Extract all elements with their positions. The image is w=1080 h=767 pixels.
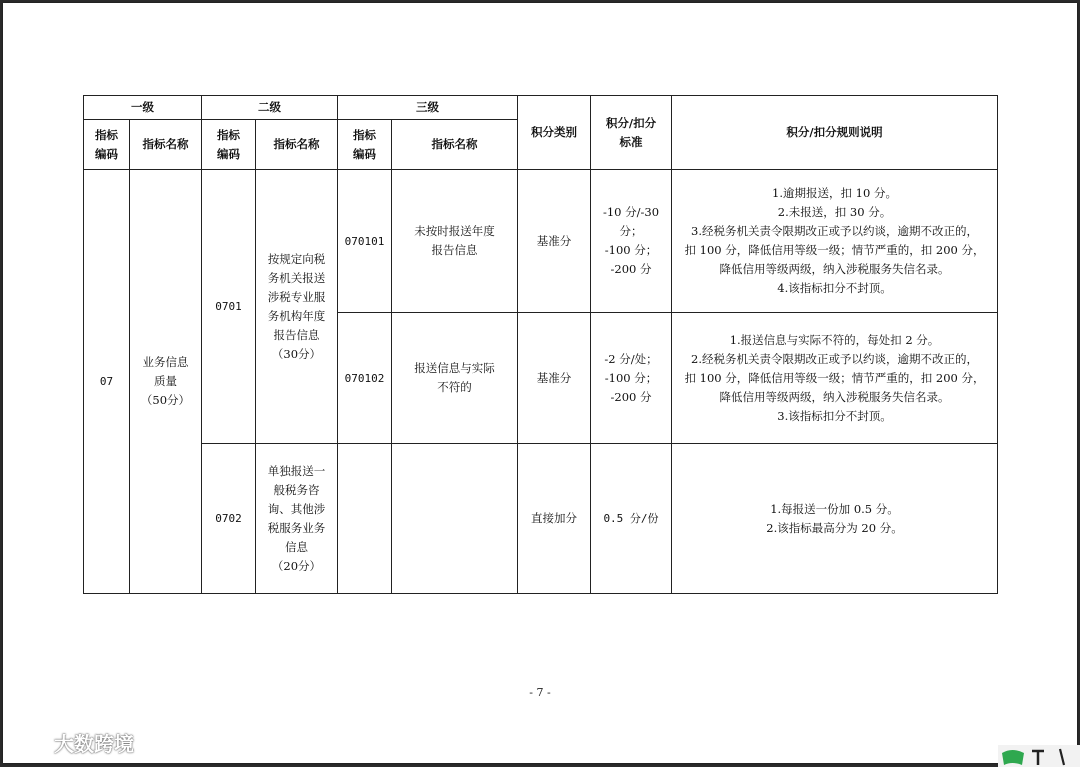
document-page	[3, 3, 1077, 763]
score-standard: 0.5 分/份	[591, 444, 672, 594]
header-l1-code: 指标 编码	[84, 120, 130, 170]
header-level2: 二级	[202, 96, 338, 120]
l2-code: 0702	[202, 444, 256, 594]
score-type: 基准分	[518, 170, 591, 313]
header-l2-code: 指标 编码	[202, 120, 256, 170]
l3-name: 未按时报送年度 报告信息	[392, 170, 518, 313]
l2-name: 按规定向税 务机关报送 涉税专业服 务机构年度 报告信息 （30分）	[256, 170, 338, 444]
header-l1-name: 指标名称	[130, 120, 202, 170]
page-number: - 7 -	[529, 686, 551, 699]
table-row	[84, 444, 998, 594]
l3-code: 070101	[338, 170, 392, 313]
logo-icon	[10, 730, 48, 756]
corner-decoration	[998, 745, 1080, 767]
l3-name: 报送信息与实际 不符的	[392, 313, 518, 444]
rules-text: 1.报送信息与实际不符的，每处扣 2 分。 2.经税务机关责令限期改正或予以约谈，逾期不改正的， 扣 100 分，降低信用等级一级；情节严重的，扣 200 分， 降低信用等级两级，纳入涉税服务失信名录。 3.该指标扣分不封顶。	[672, 313, 998, 444]
scoring-table	[83, 95, 998, 594]
score-type: 基准分	[518, 313, 591, 444]
header-l2-name: 指标名称	[256, 120, 338, 170]
l3-code: 070102	[338, 313, 392, 444]
header-l3-code: 指标 编码	[338, 120, 392, 170]
score-type: 直接加分	[518, 444, 591, 594]
l1-name: 业务信息 质量 （50分）	[130, 170, 202, 594]
watermark-text: 大数跨境	[54, 732, 134, 756]
header-row-1	[84, 96, 998, 120]
l3-code	[338, 444, 392, 594]
header-score-type: 积分类别	[518, 96, 591, 170]
table-row	[84, 170, 998, 313]
header-rules: 积分/扣分规则说明	[672, 96, 998, 170]
header-level3: 三级	[338, 96, 518, 120]
score-standard: -10 分/-30 分； -100 分； -200 分	[591, 170, 672, 313]
l2-name: 单独报送一 般税务咨 询、其他涉 税服务业务 信息 （20分）	[256, 444, 338, 594]
watermark	[10, 728, 134, 757]
rules-text: 1.逾期报送，扣 10 分。 2.未报送，扣 30 分。 3.经税务机关责令限期改正或予以约谈，逾期不改正的， 扣 100 分，降低信用等级一级；情节严重的，扣 200 分， 降低信用等级两级，纳入涉税服务失信名录。 4.该指标扣分不封顶。	[672, 170, 998, 313]
l3-name	[392, 444, 518, 594]
l2-code: 0701	[202, 170, 256, 444]
header-l3-name: 指标名称	[392, 120, 518, 170]
header-score-standard: 积分/扣分 标准	[591, 96, 672, 170]
rules-text: 1.每报送一份加 0.5 分。 2.该指标最高分为 20 分。	[672, 444, 998, 594]
header-level1: 一级	[84, 96, 202, 120]
l1-code: 07	[84, 170, 130, 594]
score-standard: -2 分/处； -100 分； -200 分	[591, 313, 672, 444]
